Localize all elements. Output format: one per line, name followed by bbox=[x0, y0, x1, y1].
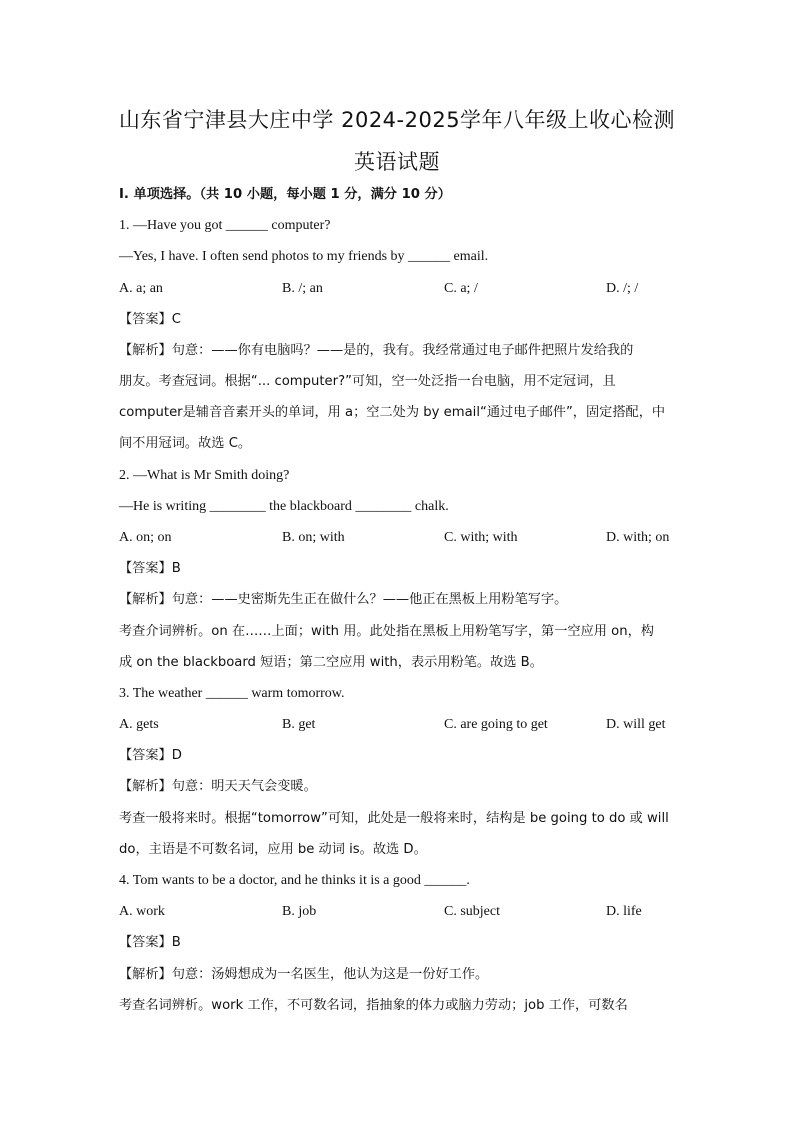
q3-option-a: A. gets bbox=[119, 717, 159, 732]
q1-analysis-line: computer是辅音音素开头的单词，用 a；空二处为 by email“通过电子邮件”，固定搭配，中 bbox=[119, 405, 666, 420]
q3-option-d: D. will get bbox=[606, 717, 666, 732]
document-title: 山东省宁津县大庄中学 2024-2025学年八年级上收心检测 bbox=[118, 108, 676, 132]
q3-analysis-line: 【解析】句意：明天天气会变暖。 bbox=[119, 779, 317, 794]
q2-answer: 【答案】B bbox=[119, 561, 181, 576]
q3-option-c: C. are going to get bbox=[444, 717, 548, 732]
q4-option-a: A. work bbox=[119, 904, 165, 919]
section-heading: I. 单项选择。（共 10 小题，每小题 1 分，满分 10 分） bbox=[119, 187, 451, 202]
q1-analysis-line: 朋友。考查冠词。根据“... computer?”可知，空一处泛指一台电脑，用不定冠词，且 bbox=[119, 374, 616, 389]
document-subtitle: 英语试题 bbox=[354, 150, 440, 174]
q1-answer: 【答案】C bbox=[119, 312, 181, 327]
q3-analysis-line: do，主语是不可数名词，应用 be 动词 is。故选 D。 bbox=[119, 842, 427, 857]
q4-answer: 【答案】B bbox=[119, 935, 181, 950]
q1-option-b: B. /; an bbox=[282, 281, 323, 296]
q2-stem-line-2: —He is writing ________ the blackboard ________ chalk. bbox=[119, 499, 449, 514]
q2-option-c: C. with; with bbox=[444, 530, 518, 545]
q1-option-c: C. a; / bbox=[444, 281, 478, 296]
q2-analysis-line: 【解析】句意：——史密斯先生正在做什么？——他正在黑板上用粉笔写字。 bbox=[119, 592, 568, 607]
q2-option-b: B. on; with bbox=[282, 530, 345, 545]
q2-stem-line-1: 2. —What is Mr Smith doing? bbox=[119, 468, 290, 483]
q3-option-b: B. get bbox=[282, 717, 316, 732]
q1-option-a: A. a; an bbox=[119, 281, 163, 296]
q1-analysis-line: 间不用冠词。故选 C。 bbox=[119, 436, 252, 451]
q1-stem-line-1: 1. —Have you got ______ computer? bbox=[119, 218, 331, 233]
q1-analysis-line: 【解析】句意：——你有电脑吗？——是的，我有。我经常通过电子邮件把照片发给我的 bbox=[119, 343, 634, 358]
q3-analysis-line: 考查一般将来时。根据“tomorrow”可知，此处是一般将来时，结构是 be going to do 或 will bbox=[119, 811, 669, 826]
q4-analysis-line: 【解析】句意：汤姆想成为一名医生，他认为这是一份好工作。 bbox=[119, 967, 489, 982]
q1-option-d: D. /; / bbox=[606, 281, 639, 296]
q2-analysis-line: 成 on the blackboard 短语；第二空应用 with，表示用粉笔。故选 B。 bbox=[119, 655, 543, 670]
q2-analysis-line: 考查介词辨析。on 在……上面；with 用。此处指在黑板上用粉笔写字，第一空应用 on，构 bbox=[119, 624, 654, 639]
q3-answer: 【答案】D bbox=[119, 748, 182, 763]
q2-option-a: A. on; on bbox=[119, 530, 172, 545]
q4-option-c: C. subject bbox=[444, 904, 500, 919]
q4-stem: 4. Tom wants to be a doctor, and he thinks it is a good ______. bbox=[119, 873, 470, 888]
q2-option-d: D. with; on bbox=[606, 530, 670, 545]
q4-option-b: B. job bbox=[282, 904, 317, 919]
q4-analysis-line: 考查名词辨析。work 工作，不可数名词，指抽象的体力或脑力劳动；job 工作，可数名 bbox=[119, 998, 628, 1013]
q4-option-d: D. life bbox=[606, 904, 642, 919]
q3-stem: 3. The weather ______ warm tomorrow. bbox=[119, 686, 345, 701]
q1-stem-line-2: —Yes, I have. I often send photos to my friends by ______ email. bbox=[119, 249, 489, 264]
